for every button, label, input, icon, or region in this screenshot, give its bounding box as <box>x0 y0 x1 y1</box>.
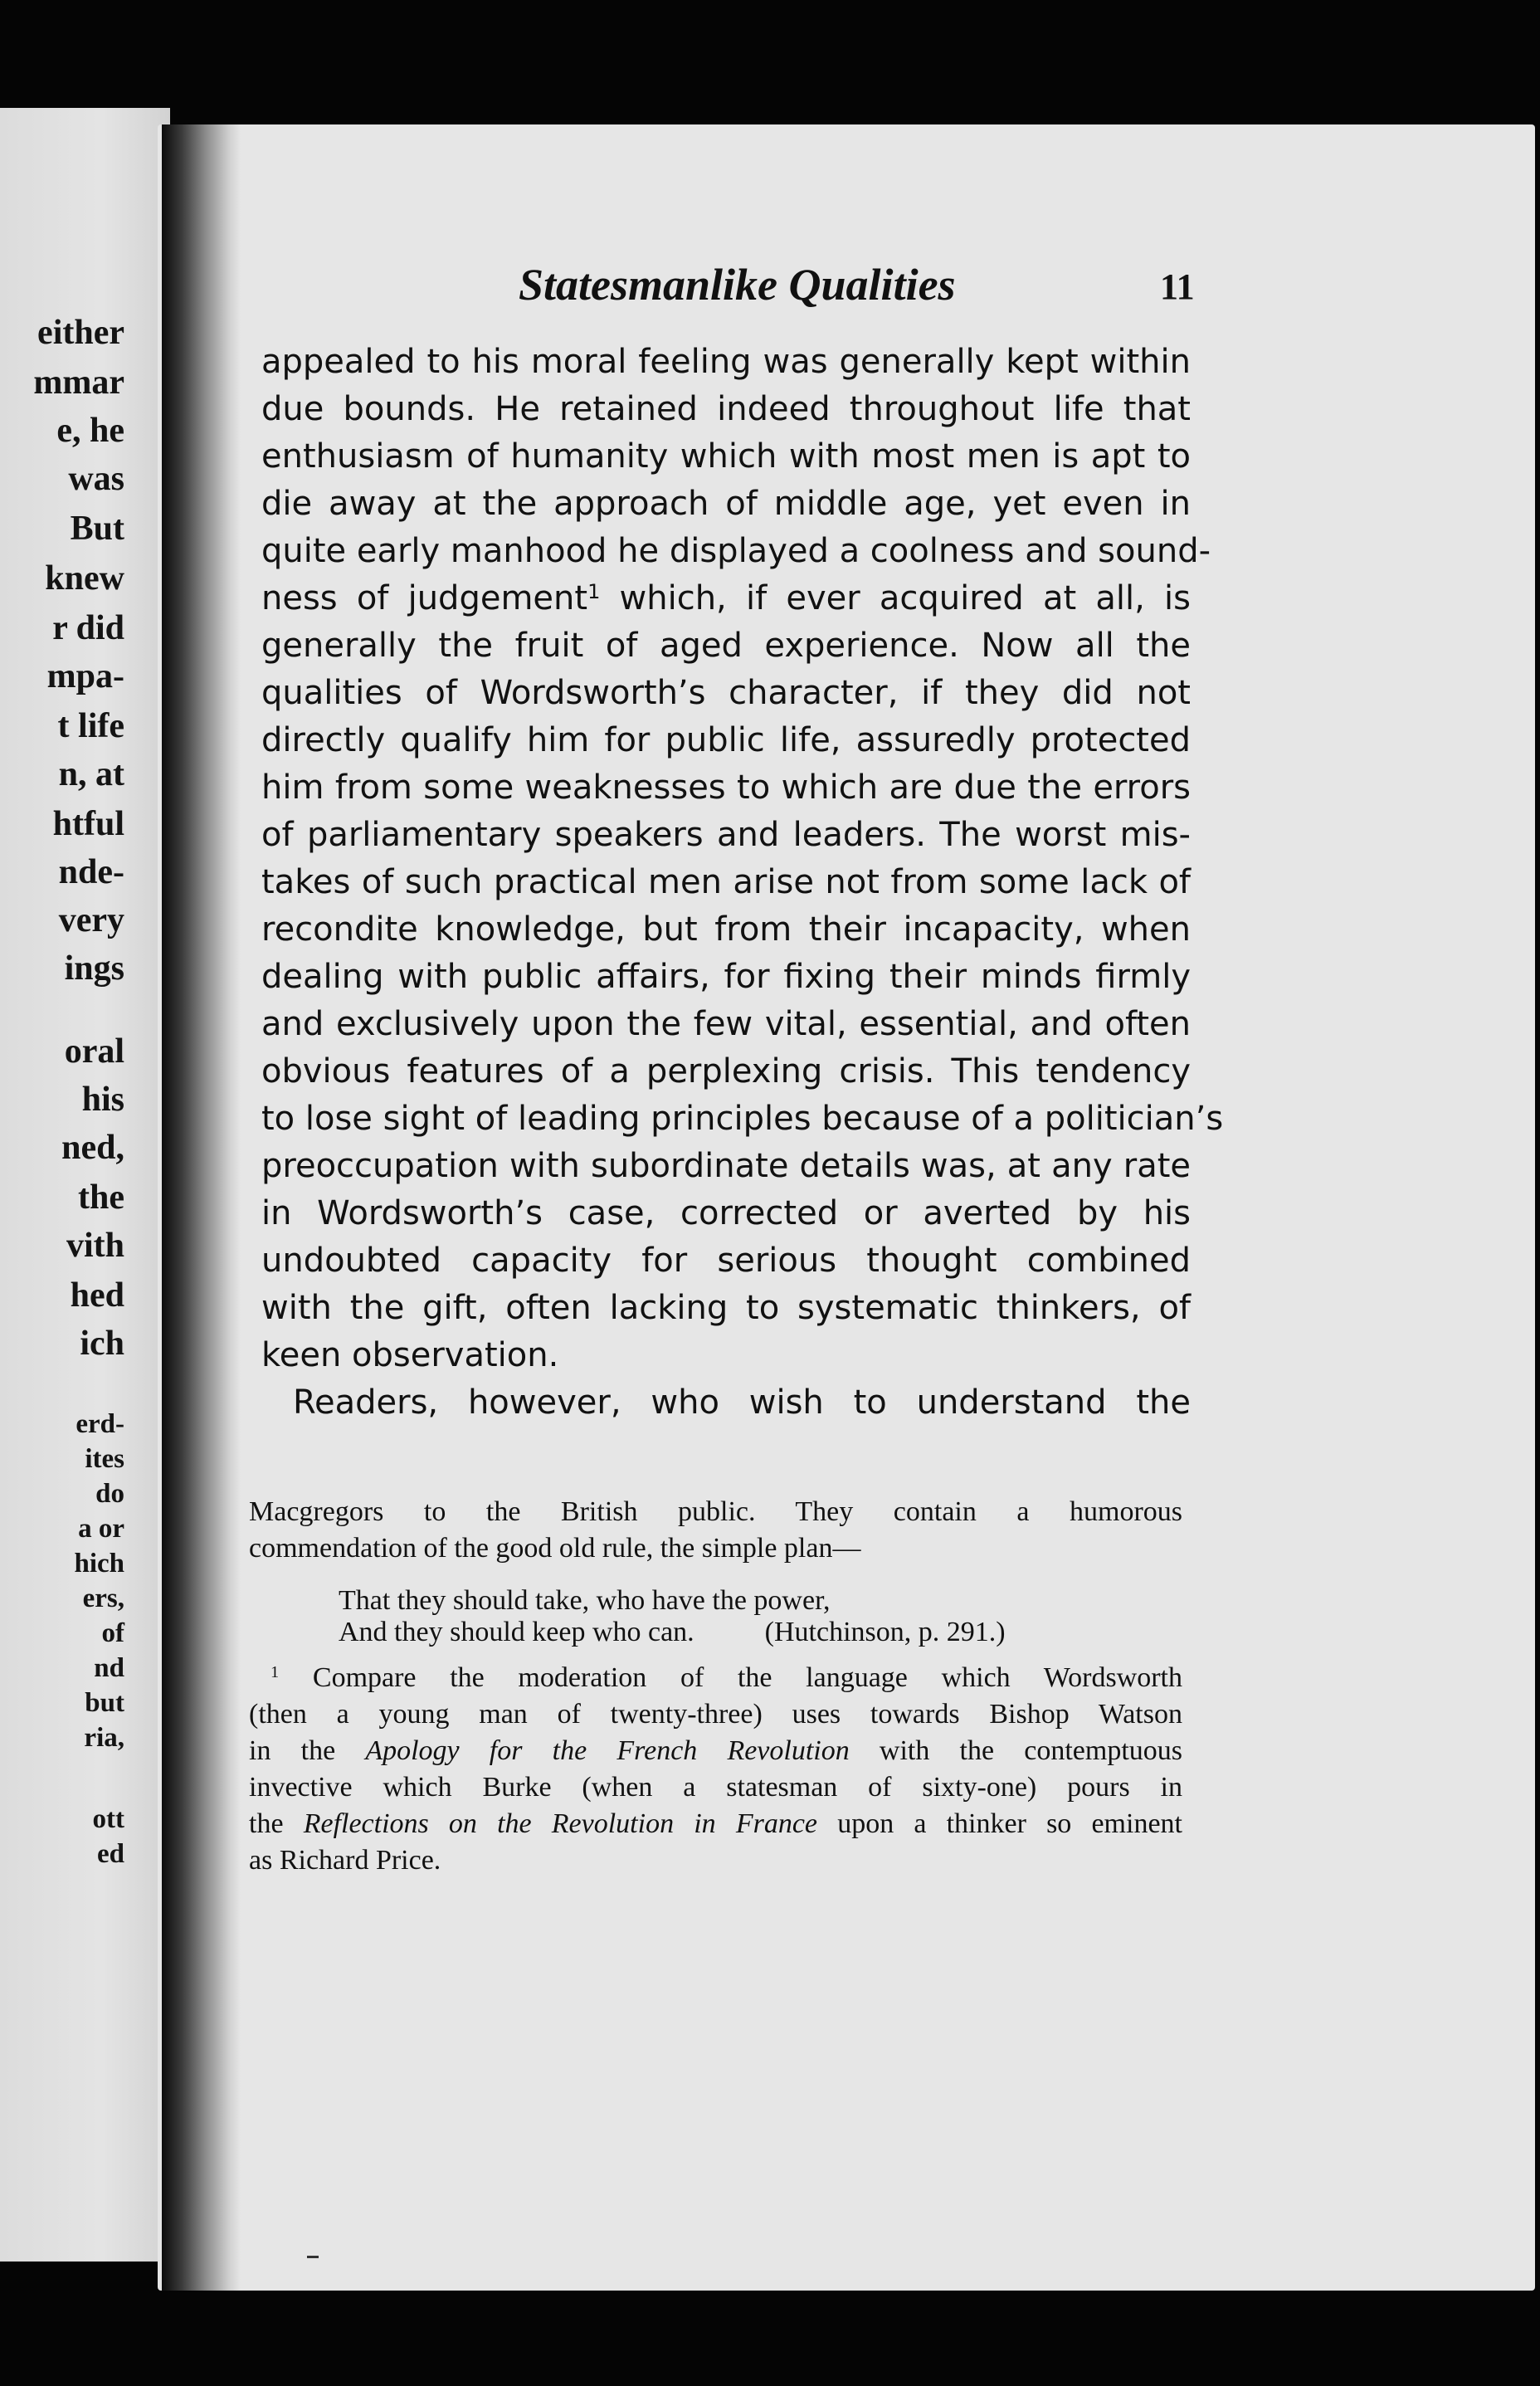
verse-quote <box>339 1585 1182 1648</box>
text-fragment: which, if ever acquired at all, is <box>600 579 1191 617</box>
facing-page-fragment: mpa- <box>46 657 124 695</box>
verse-line: That they should take, who have the power, <box>339 1585 831 1616</box>
facing-page-fragment: mmar <box>33 364 124 402</box>
footnote-1-line: as Richard Price. <box>249 1845 441 1876</box>
book-title: Apology for the French Revolution <box>365 1735 850 1766</box>
text-line-with-footnote <box>261 575 1191 622</box>
footnotes <box>249 1494 1182 1879</box>
footnote-text: in the <box>249 1735 366 1766</box>
text-line: in Wordsworth’s case, corrected or averted by his <box>261 1194 1191 1232</box>
text-line: undoubted capacity for serious thought combined <box>261 1242 1191 1280</box>
facing-page-fragment: ria, <box>84 1723 124 1753</box>
book-title: Reflections on the Revolution in France <box>303 1808 818 1839</box>
facing-page-fragment: hich <box>74 1549 124 1578</box>
text-line: to lose sight of leading principles because of a politician’s <box>261 1100 1224 1138</box>
facing-page-fragment: vith <box>66 1227 124 1265</box>
facing-page-fragment: n, at <box>58 755 124 793</box>
footnote-1-line <box>249 1806 1182 1842</box>
text-line: Readers, however, who wish to understand the <box>293 1383 1191 1422</box>
facing-page-fragment: was <box>68 460 124 498</box>
facing-page-fragment: ich <box>80 1325 124 1363</box>
footnote-text: with the contemptuous <box>849 1735 1182 1766</box>
verse-line: And they should keep who can. (Hutchinson, p. 291.) <box>339 1617 1006 1647</box>
text-line: enthusiasm of humanity which with most men is apt to <box>261 437 1191 476</box>
facing-page-fragment: erd- <box>76 1409 124 1439</box>
text-fragment: ness of judgement <box>261 579 588 617</box>
facing-page-fragment: ott <box>92 1804 124 1834</box>
footnote-reference: 1 <box>587 579 601 603</box>
text-line: qualities of Wordsworth’s character, if they did not <box>261 674 1191 712</box>
text-line: due bounds. He retained indeed throughout life that <box>261 390 1191 428</box>
facing-page-fragment: of <box>101 1618 124 1648</box>
facing-page-fragment: but <box>85 1688 124 1718</box>
print-mark <box>307 2256 319 2258</box>
running-title: Statesmanlike Qualities <box>519 260 956 310</box>
facing-page-fragment: htful <box>52 805 124 843</box>
page-gutter-shadow <box>162 124 241 2291</box>
text-line: of parliamentary speakers and leaders. The worst mis- <box>261 816 1191 854</box>
footnote-marker: 1 <box>270 1662 280 1681</box>
facing-page-fragment: ers, <box>82 1583 124 1613</box>
text-line: generally the fruit of aged experience. Now all the <box>261 627 1191 665</box>
footnote-1-line <box>249 1733 1182 1769</box>
footnote-1-line: (then a young man of twenty-three) uses towards Bishop Watson <box>249 1699 1182 1730</box>
facing-page-fragment: t life <box>57 707 124 745</box>
facing-page-fragment: ings <box>64 949 124 988</box>
page-number: 11 <box>1160 266 1195 307</box>
text-line: obvious features of a perplexing crisis. This tendency <box>261 1052 1191 1091</box>
facing-page-fragment: e, he <box>56 412 124 450</box>
facing-page-fragment: ed <box>97 1839 124 1869</box>
facing-page-fragment: ned, <box>61 1129 124 1167</box>
facing-page-fragment: r did <box>52 609 124 647</box>
facing-page-fragment: the <box>78 1178 124 1217</box>
facing-page-fragment: either <box>37 314 124 352</box>
footnote-text: upon a thinker so eminent <box>817 1808 1182 1839</box>
main-text <box>261 339 1224 1427</box>
footnote-line: Macgregors to the British public. They contain a humorous <box>249 1496 1182 1527</box>
text-line: recondite knowledge, but from their incapacity, when <box>261 910 1191 949</box>
facing-page-fragment: hed <box>70 1276 124 1315</box>
text-line: takes of such practical men arise not from some lack of <box>261 863 1191 901</box>
text-line: quite early manhood he displayed a coolness and sound- <box>261 532 1211 570</box>
footnote-1-line: invective which Burke (when a statesman of sixty-one) pours in <box>249 1772 1182 1803</box>
footnote-line: commendation of the good old rule, the simple plan— <box>249 1533 861 1564</box>
text-line: preoccupation with subordinate details was, at any rate <box>261 1147 1191 1185</box>
facing-page-fragment: ites <box>85 1444 124 1474</box>
text-line: with the gift, often lacking to systematic thinkers, of <box>261 1289 1191 1327</box>
facing-page-fragment: his <box>81 1081 124 1119</box>
footnote-text: Compare the moderation of the language which Wordsworth <box>279 1662 1182 1693</box>
text-line: directly qualify him for public life, assuredly protected <box>261 721 1191 759</box>
text-line: keen observation. <box>261 1336 559 1374</box>
text-line: die away at the approach of middle age, yet even in <box>261 485 1191 523</box>
footnote-text: the <box>249 1808 304 1839</box>
facing-page-fragment: nde- <box>58 853 124 891</box>
facing-page-fragment: knew <box>45 559 124 598</box>
facing-page-fragment: oral <box>64 1032 124 1071</box>
text-line: and exclusively upon the few vital, essential, and often <box>261 1005 1191 1043</box>
facing-page-fragment: a or <box>78 1514 124 1544</box>
facing-page <box>0 108 170 2262</box>
footnote-1-line <box>249 1660 1182 1696</box>
facing-page-fragment: nd <box>94 1653 124 1683</box>
text-line: him from some weaknesses to which are due the errors <box>261 768 1191 807</box>
facing-page-fragment: do <box>95 1479 124 1509</box>
facing-page-fragment: very <box>58 901 124 939</box>
facing-page-fragment: But <box>70 510 124 548</box>
text-line: dealing with public affairs, for fixing their minds firmly <box>261 958 1191 996</box>
text-line: appealed to his moral feeling was generally kept within <box>261 343 1191 381</box>
